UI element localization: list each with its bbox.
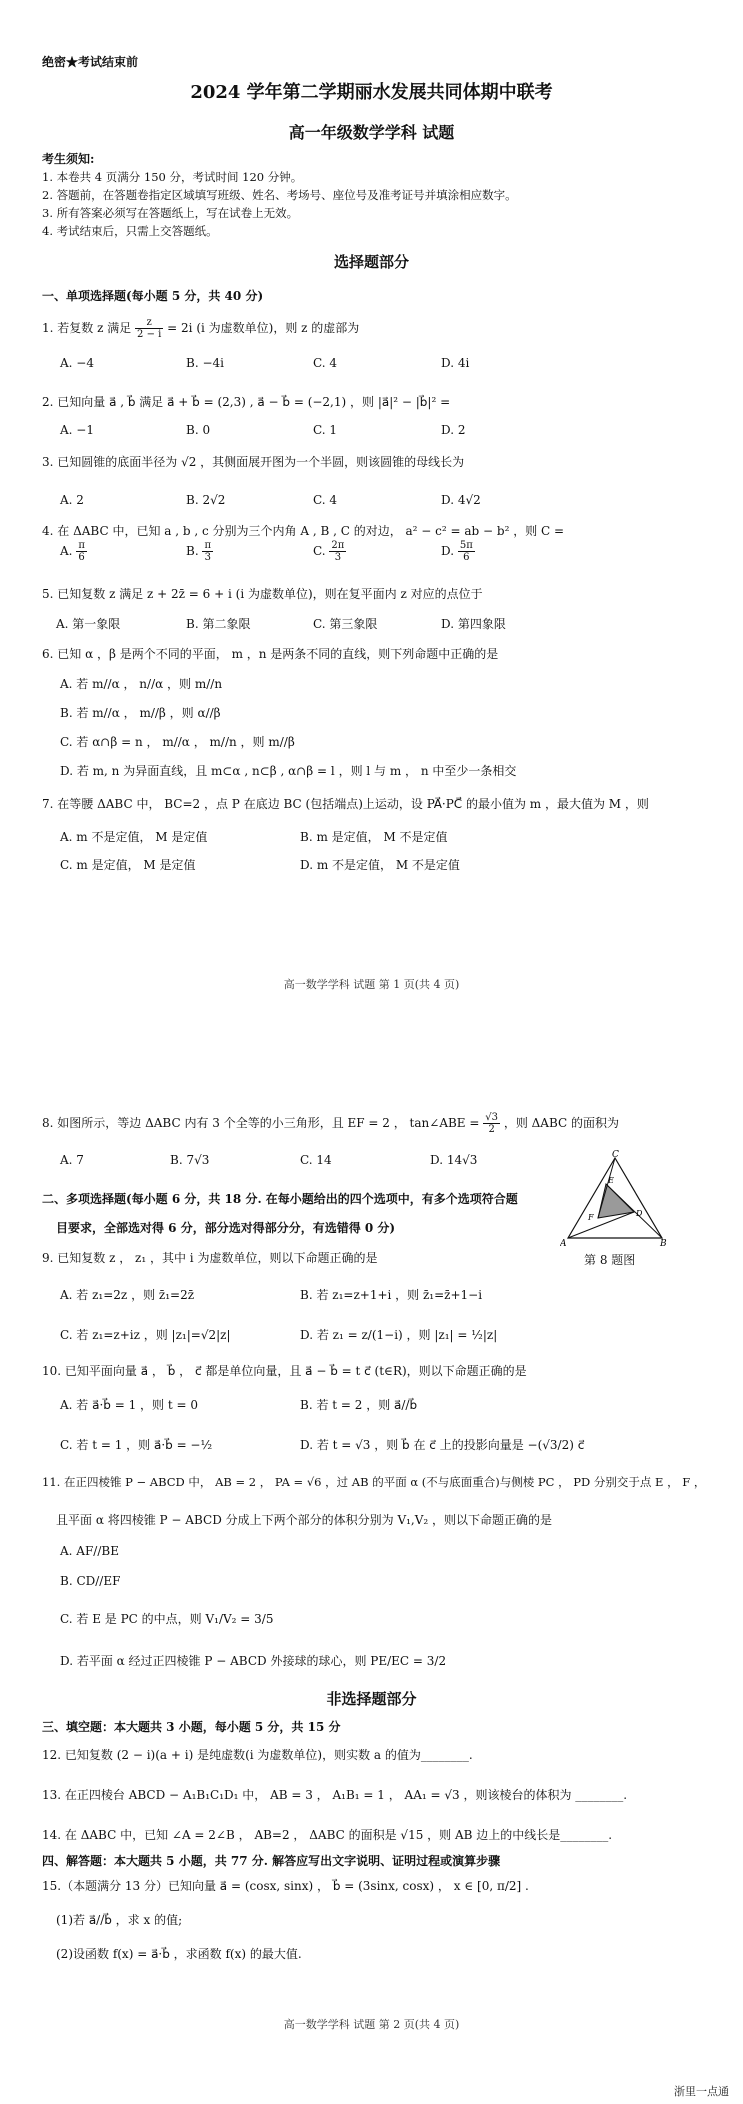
brand-watermark: 浙里一点通 bbox=[674, 2085, 729, 2098]
option-a: A. 7 bbox=[60, 1153, 84, 1167]
option-c: C. $\frac{2\pi}{3}$ bbox=[313, 540, 345, 563]
option-c: C. 若 z₁=z+iz ，则 |z₁|=√2|z| bbox=[60, 1328, 231, 1342]
question-10: 10. 已知平面向量 a⃗ ， b⃗ ， c⃗ 都是单位向量，且 a⃗ − b⃗ = t c⃗ (t∈R)，则以下命题正确的是 bbox=[42, 1364, 527, 1378]
notice-item: 3. 所有答案必须写在答题纸上，写在试卷上无效。 bbox=[42, 206, 299, 220]
part-title-fill-blank: 三、填空题：本大题共 3 小题，每小题 5 分，共 15 分 bbox=[42, 1720, 341, 1734]
option-d: D. m 不是定值， M 不是定值 bbox=[300, 858, 460, 872]
option-a: A. 第一象限 bbox=[56, 617, 121, 631]
option-a: A. $\frac{\pi}{6}$ bbox=[60, 540, 85, 563]
triangle-figure bbox=[560, 1150, 670, 1248]
question-stem: = 2i (i 为虚数单位)，则 z 的虚部为 bbox=[167, 321, 360, 335]
option-b: B. 若 z₁=z+1+i ，则 z̄₁=z̄+1−i bbox=[300, 1288, 483, 1302]
part-title-solutions: 四、解答题：本大题共 5 小题，共 77 分. 解答应写出文字说明、证明过程或演算步骤 bbox=[42, 1854, 501, 1868]
question-1 bbox=[42, 317, 359, 340]
option-b: B. 2√2 bbox=[186, 493, 226, 507]
confidential-stamp: 绝密★考试结束前 bbox=[42, 55, 139, 69]
question-3: 3. 已知圆锥的底面半径为 √2 ，其侧面展开图为一个半圆，则该圆锥的母线长为 bbox=[42, 455, 465, 469]
option-a: A. 若 a⃗·b⃗ = 1 ，则 t = 0 bbox=[60, 1398, 198, 1412]
option-a: A. AF//BE bbox=[60, 1544, 119, 1558]
part-title-multi-choice: 二、多项选择题(每小题 6 分，共 18 分. 在每小题给出的四个选项中，有多个选项符合题 bbox=[42, 1192, 518, 1206]
figure-caption: 第 8 题图 bbox=[584, 1253, 636, 1267]
option-b: B. CD//EF bbox=[60, 1574, 121, 1588]
option-b: B. 第二象限 bbox=[186, 617, 251, 631]
notice-item: 2. 答题前，在答题卷指定区域填写班级、姓名、考场号、座位号及准考证号并填涂相应数字。 bbox=[42, 188, 517, 202]
option-a: A. 2 bbox=[60, 493, 84, 507]
option-d: D. 2 bbox=[441, 423, 466, 437]
option-d: D. 第四象限 bbox=[441, 617, 506, 631]
part-title-multi-choice-cont: 目要求，全部选对得 6 分，部分选对得部分分，有选错得 0 分) bbox=[56, 1221, 396, 1235]
fig-label: A bbox=[560, 1239, 567, 1248]
notice-item: 4. 考试结束后，只需上交答题纸。 bbox=[42, 224, 218, 238]
option-b: B. $\frac{\pi}{3}$ bbox=[186, 540, 212, 563]
question-stem: 1. 若复数 z 满足 bbox=[42, 321, 132, 335]
question-8: 8. 如图所示，等边 ΔABC 内有 3 个全等的小三角形，且 EF = 2 ， tan∠ABE = $\frac{√3}{2}$ ，则 ΔABC 的面积为 bbox=[42, 1112, 620, 1135]
question-6: 6. 已知 α ，β 是两个不同的平面， m ，n 是两条不同的直线，则下列命题中正确的是 bbox=[42, 647, 499, 661]
part-title-single-choice: 一、单项选择题(每小题 5 分，共 40 分) bbox=[42, 289, 264, 303]
option-a: A. 若 m//α ， n//α ，则 m//n bbox=[60, 677, 223, 691]
fraction: $\frac{z}{2 - i}$ bbox=[137, 317, 162, 340]
question-5: 5. 已知复数 z 满足 z + 2z̄ = 6 + i (i 为虚数单位)，则在复平面内 z 对应的点位于 bbox=[42, 587, 483, 601]
option-b: B. 若 m//α ， m//β ，则 α//β bbox=[60, 706, 221, 720]
question-2: 2. 已知向量 a⃗ , b⃗ 满足 a⃗ + b⃗ = (2,3) , a⃗ − b⃗ = (−2,1) ，则 |a⃗|² − |b⃗|² = bbox=[42, 395, 451, 409]
fig-label: C bbox=[612, 1150, 619, 1160]
option-a: A. m 不是定值， M 是定值 bbox=[60, 830, 208, 844]
option-c: C. 14 bbox=[300, 1153, 332, 1167]
option-a: A. −1 bbox=[60, 423, 94, 437]
exam-title: 2024 学年第二学期丽水发展共同体期中联考 bbox=[190, 82, 553, 103]
option-a: A. 若 z₁=2z ，则 z̄₁=2z̄ bbox=[60, 1288, 195, 1302]
exam-subtitle: 高一年级数学学科 试题 bbox=[288, 123, 455, 142]
page-footer-2: 高一数学学科 试题 第 2 页(共 4 页) bbox=[283, 2018, 460, 2031]
option-d: D. 若 m, n 为异面直线，且 m⊂α , n⊂β , α∩β = l ，则 l 与 m ， n 中至少一条相交 bbox=[60, 764, 517, 778]
section-title-nonchoice: 非选择题部分 bbox=[326, 1690, 417, 1708]
option-b: B. −4i bbox=[186, 356, 224, 370]
fig-label: D bbox=[636, 1209, 643, 1218]
option-c: C. 若 t = 1 ，则 a⃗·b⃗ = −½ bbox=[60, 1438, 213, 1452]
question-13: 13. 在正四棱台 ABCD − A₁B₁C₁D₁ 中， AB = 3 ， A₁B₁ = 1 ， AA₁ = √3 ，则该棱台的体积为 ________. bbox=[42, 1788, 628, 1802]
option-c: C. 4 bbox=[313, 493, 338, 507]
question-15-part-2: (2)设函数 f(x) = a⃗·b⃗ ，求函数 f(x) 的最大值. bbox=[56, 1947, 302, 1961]
option-d: D. 若 t = √3 ，则 b⃗ 在 c⃗ 上的投影向量是 −(√3/2) c⃗ bbox=[300, 1438, 585, 1452]
notice-heading: 考生须知: bbox=[42, 152, 95, 166]
option-c: C. 4 bbox=[313, 356, 338, 370]
question-7: 7. 在等腰 ΔABC 中， BC=2 ，点 P 在底边 BC (包括端点)上运动，设 PA⃗·PC⃗ 的最小值为 m ，最大值为 M ，则 bbox=[42, 797, 649, 811]
option-b: B. m 是定值， M 不是定值 bbox=[300, 830, 448, 844]
option-b: B. 0 bbox=[186, 423, 211, 437]
option-d: D. 4√2 bbox=[441, 493, 481, 507]
question-15: 15.（本题满分 13 分）已知向量 a⃗ = (cosx, sinx) ， b⃗ = (3sinx, cosx) ， x ∈ [0, π/2] . bbox=[42, 1879, 529, 1893]
page-footer-1: 高一数学学科 试题 第 1 页(共 4 页) bbox=[283, 978, 460, 991]
option-d: D. 4i bbox=[441, 356, 470, 370]
option-c: C. 第三象限 bbox=[313, 617, 378, 631]
fig-label: B bbox=[660, 1239, 667, 1248]
question-14: 14. 在 ΔABC 中，已知 ∠A = 2∠B ， AB=2 ， ΔABC 的面积是 √15 ，则 AB 边上的中线长是________. bbox=[42, 1828, 613, 1842]
option-d: D. 若平面 α 经过正四棱锥 P − ABCD 外接球的球心，则 PE/EC = 3/2 bbox=[60, 1654, 447, 1668]
section-title-choice: 选择题部分 bbox=[333, 253, 409, 271]
option-c: C. 1 bbox=[313, 423, 338, 437]
option-b: B. 7√3 bbox=[170, 1153, 210, 1167]
question-15-part-1: (1)若 a⃗//b⃗ ，求 x 的值; bbox=[56, 1913, 183, 1927]
question-11: 11. 在正四棱锥 P − ABCD 中， AB = 2 ， PA = √6 ，过 AB 的平面 α (不与底面重合)与侧棱 PC ， PD 分别交于点 E ， F ， bbox=[42, 1475, 706, 1489]
option-c: C. 若 E 是 PC 的中点，则 V₁/V₂ = 3/5 bbox=[60, 1612, 274, 1626]
option-b: B. 若 t = 2 ，则 a⃗//b⃗ bbox=[300, 1398, 418, 1412]
notice-item: 1. 本卷共 4 页满分 150 分，考试时间 120 分钟。 bbox=[42, 170, 303, 184]
option-c: C. m 是定值， M 是定值 bbox=[60, 858, 196, 872]
question-9: 9. 已知复数 z ， z₁ ，其中 i 为虚数单位，则以下命题正确的是 bbox=[42, 1251, 378, 1265]
option-d: D. $\frac{5\pi}{6}$ bbox=[441, 540, 473, 563]
option-c: C. 若 α∩β = n ， m//α ， m//n ，则 m//β bbox=[60, 735, 295, 749]
question-11-cont: 且平面 α 将四棱锥 P − ABCD 分成上下两个部分的体积分别为 V₁,V₂ ，则以下命题正确的是 bbox=[56, 1513, 553, 1527]
option-d: D. 14√3 bbox=[430, 1153, 478, 1167]
question-4: 4. 在 ΔABC 中，已知 a , b , c 分别为三个内角 A , B , C 的对边， a² − c² = ab − b² ，则 C = bbox=[42, 524, 565, 538]
option-a: A. −4 bbox=[60, 356, 94, 370]
option-d: D. 若 z₁ = z/(1−i) ，则 |z₁| = ½|z| bbox=[300, 1328, 498, 1342]
fig-label: F bbox=[588, 1213, 594, 1222]
fig-label: E bbox=[608, 1176, 614, 1185]
question-12: 12. 已知复数 (2 − i)(a + i) 是纯虚数(i 为虚数单位)，则实数 a 的值为________. bbox=[42, 1748, 473, 1762]
